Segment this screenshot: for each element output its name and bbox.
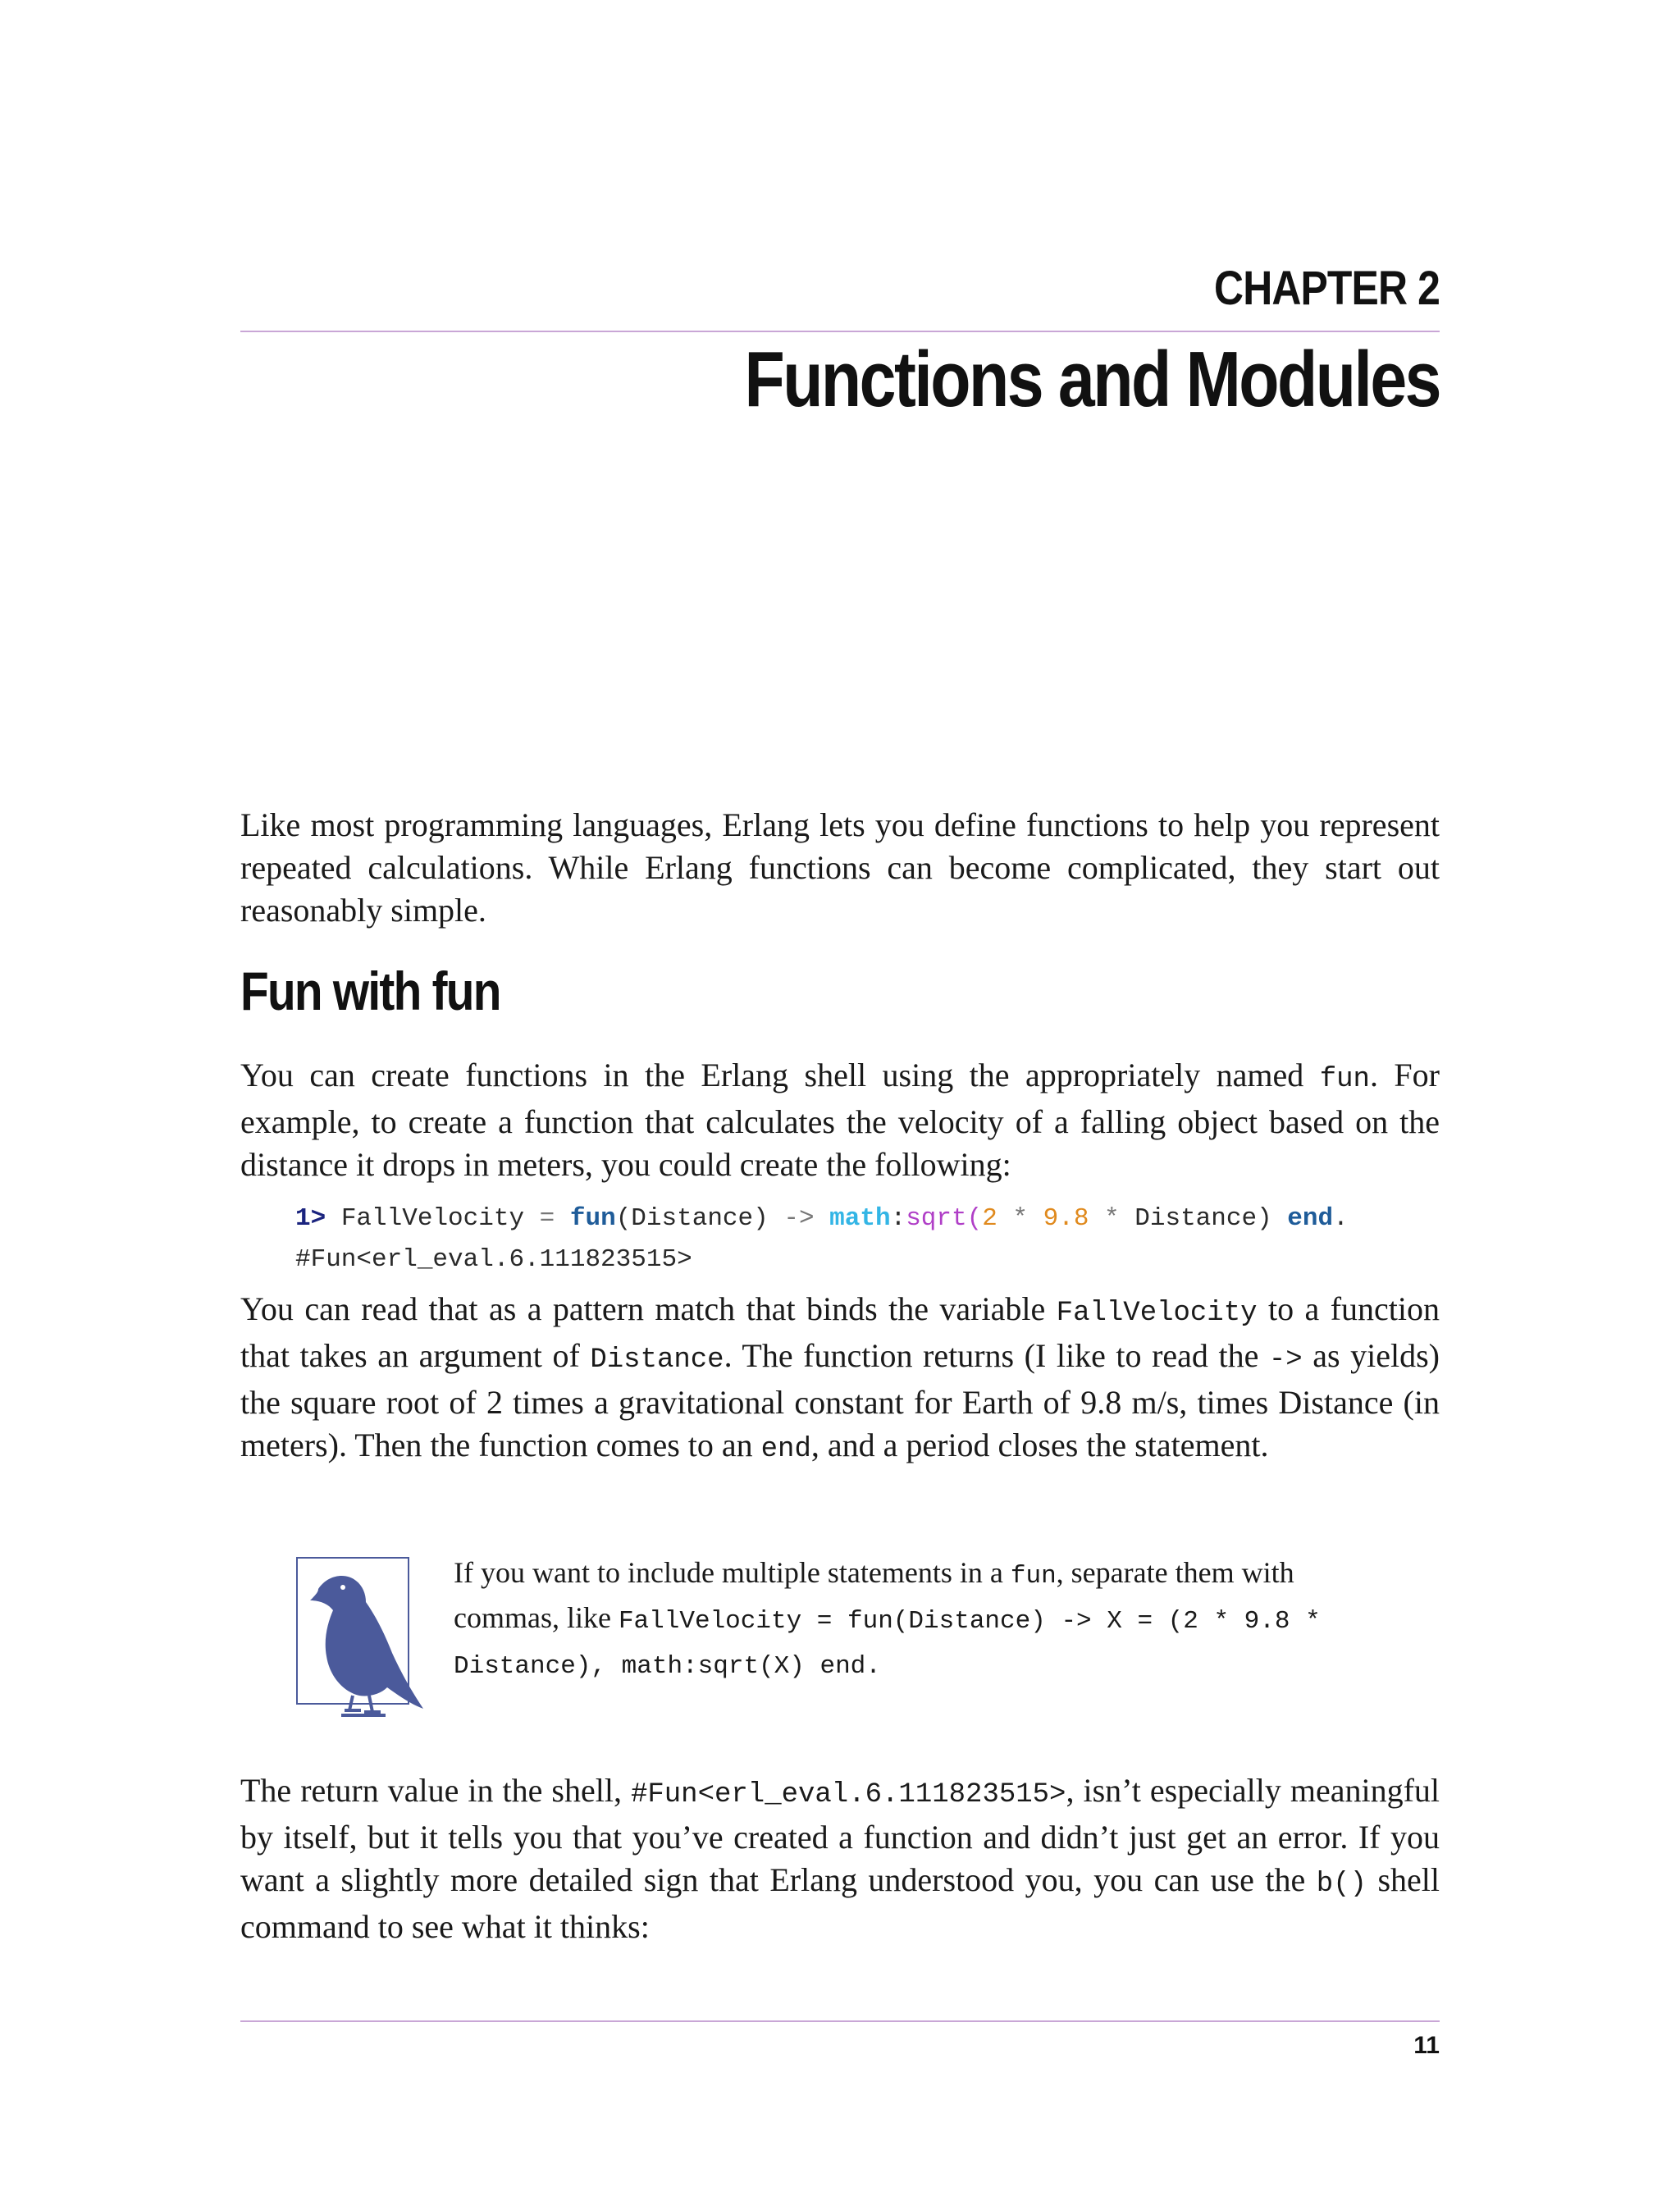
code-result: #Fun<erl_eval.6.111823515>: [295, 1245, 692, 1274]
text-run: If you want to include multiple statements in a: [454, 1556, 1011, 1589]
code-op: *: [1089, 1204, 1135, 1233]
page-number: 11: [1413, 2032, 1440, 2059]
chapter-rule: [240, 331, 1440, 332]
code-args: (Distance): [615, 1204, 784, 1233]
chapter-label: CHAPTER 2: [1214, 262, 1440, 315]
text-run: , separate them with commas, like: [454, 1556, 1294, 1634]
paragraph-fun-intro: [240, 1054, 1440, 1186]
text-run: to a function that takes an argument of: [240, 1290, 1440, 1374]
code-function: sqrt: [906, 1204, 967, 1233]
inline-code: ->: [1268, 1344, 1303, 1376]
code-number: 9.8: [1043, 1204, 1089, 1233]
code-arg: Distance): [1134, 1204, 1288, 1233]
text-run: . The function returns (I like to read the: [724, 1337, 1269, 1374]
paragraph-return-value: [240, 1769, 1440, 1948]
crow-icon: [295, 1556, 427, 1720]
code-module: math: [814, 1204, 891, 1233]
inline-code: fun: [1319, 1064, 1370, 1095]
code-block: [295, 1198, 1444, 1281]
text-run: . For example, to create a function that calculates the velocity of a falling object based on the distance it drops in meters, you could create the following:: [240, 1057, 1440, 1183]
inline-code: fun: [1010, 1562, 1057, 1591]
code-op: *: [997, 1204, 1043, 1233]
code-period: .: [1333, 1204, 1349, 1233]
inline-code: Distance: [590, 1344, 724, 1376]
code-op: =: [539, 1204, 555, 1233]
text-run: You can read that as a pattern match that binds the variable: [240, 1290, 1057, 1327]
note-text: [454, 1552, 1323, 1687]
code-keyword-end: end: [1287, 1204, 1334, 1233]
inline-code: end: [760, 1434, 811, 1465]
shell-prompt: 1>: [295, 1204, 326, 1233]
text-run: shell command to see what it thinks:: [240, 1861, 1440, 1945]
chapter-title: Functions and Modules: [744, 336, 1440, 423]
inline-code: FallVelocity: [1056, 1298, 1258, 1329]
footer-rule: [240, 2020, 1440, 2022]
text-run: , isn’t especially meaningful by itself, but it tells you that you’ve created a function and didn’t just get an error. If you want a slightly more detailed sign that Erlang understood you, you can use the: [240, 1772, 1440, 1898]
inline-code: FallVelocity = fun(Distance) -> X = (2 * 9.8 * Distance), math:sqrt(X) end.: [454, 1607, 1321, 1681]
paragraph-explanation: [240, 1288, 1440, 1471]
text-run: , and a period closes the statement.: [810, 1427, 1269, 1463]
code-arrow: ->: [783, 1204, 815, 1233]
code-number: 2: [982, 1204, 998, 1233]
code-paren: (: [966, 1204, 983, 1233]
text-run: as yields) the square root of 2 times a gravitational constant for Earth of 9.8 m/s, times Distance (in meters). Then the function comes to an: [240, 1337, 1440, 1463]
inline-code: #Fun<erl_eval.6.111823515>: [630, 1779, 1066, 1810]
code-var: FallVelocity: [326, 1204, 540, 1233]
code-keyword-fun: fun: [555, 1204, 616, 1233]
code-colon: :: [890, 1204, 906, 1233]
intro-paragraph: Like most programming languages, Erlang lets you define functions to help you represent repeated calculations. While Erlang functions can become complicated, they start out reasonably simple.: [240, 806, 1440, 929]
text-run: You can create functions in the Erlang shell using the appropriately named: [240, 1057, 1320, 1093]
inline-code: b(): [1316, 1869, 1367, 1900]
section-heading: Fun with fun: [240, 961, 500, 1021]
text-run: The return value in the shell,: [240, 1772, 631, 1809]
